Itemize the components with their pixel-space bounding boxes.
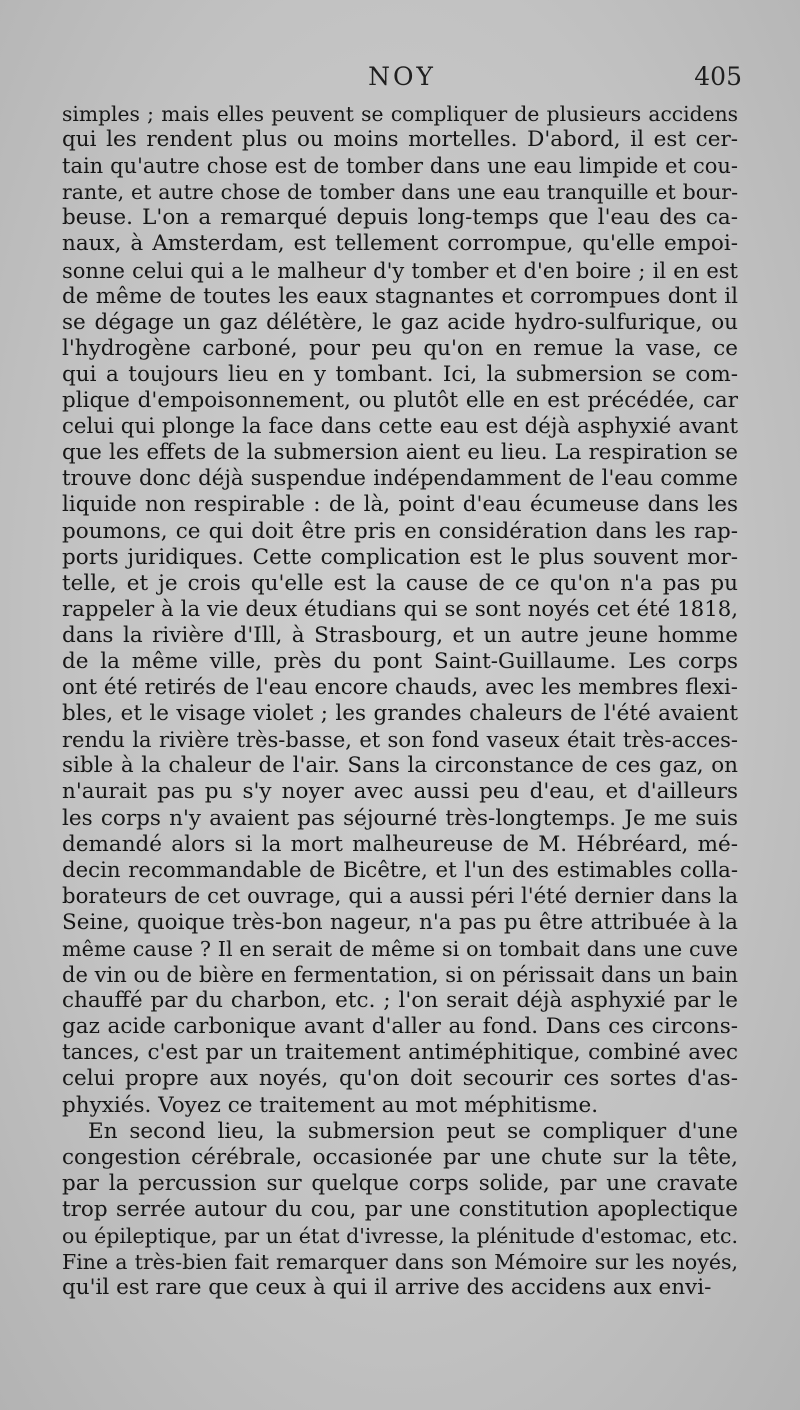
text-line: celui qui plonge la face dans cette eau est déjà asphyxié avant (62, 414, 738, 440)
text-line: plique d'empoisonnement, ou plutôt elle en est précédée, car (62, 388, 738, 414)
text-line: de vin ou de bière en fermentation, si on périssait dans un bain (62, 963, 738, 988)
text-line: même cause ? Il en serait de même si on tombait dans une cuve (62, 937, 738, 961)
text-line: telle, et je crois qu'elle est la cause de ce qu'on n'a pas pu (62, 570, 738, 596)
text-line: beuse. L'on a remarqué depuis long-temps que l'eau des ca- (62, 205, 738, 231)
body-text (62, 101, 738, 1301)
text-line: demandé alors si la mort malheureuse de M. Hébréard, mé- (62, 831, 738, 857)
text-line: n'aurait pas pu s'y noyer avec aussi peu d'eau, et d'ailleurs (62, 779, 738, 805)
text-line: gaz acide carbonique avant d'aller au fond. Dans ces circons- (62, 1014, 738, 1040)
text-line: dans la rivière d'Ill, à Strasbourg, et un autre jeune homme (62, 622, 738, 648)
text-line: tances, c'est par un traitement antiméphitique, combiné avec (62, 1040, 738, 1066)
text-line: trop serrée autour du cou, par une constitution apoplectique (62, 1196, 738, 1222)
text-line: celui propre aux noyés, qu'on doit secourir ces sortes d'as- (62, 1066, 738, 1092)
running-head-title: NOY (368, 62, 436, 91)
text-line: que les effets de la submersion aient eu lieu. La respiration se (62, 440, 738, 466)
text-line: decin recommandable de Bicêtre, et l'un des estimables colla- (62, 857, 738, 883)
text-line: Seine, quoique très-bon nageur, n'a pas pu être attribuée à la (62, 909, 738, 935)
running-head (62, 62, 742, 98)
text-line: sonne celui qui a le malheur d'y tomber et d'en boire ; il en est (62, 258, 738, 283)
text-line: qu'il est rare que ceux à qui il arrive des accidens aux envi- (62, 1275, 712, 1301)
text-line: rendu la rivière très-basse, et son fond vaseux était très-acces- (62, 728, 738, 753)
text-line: rante, et autre chose de tomber dans une eau tranquille et bour- (62, 180, 738, 205)
text-line: l'hydrogène carboné, pour peu qu'on en remue la vase, ce (62, 335, 738, 361)
text-line: poumons, ce qui doit être pris en considération dans les rap- (62, 518, 738, 544)
text-line: trouve donc déjà suspendue indépendamment de l'eau comme (62, 466, 738, 492)
text-line: ports juridiques. Cette complication est le plus souvent mor- (62, 544, 738, 570)
text-line: de la même ville, près du pont Saint-Guillaume. Les corps (62, 648, 738, 674)
text-line: En second lieu, la submersion peut se compliquer d'une (88, 1118, 738, 1144)
page-number: 405 (694, 62, 742, 91)
text-line: ou épileptique, par un état d'ivresse, la plénitude d'estomac, etc. (62, 1224, 738, 1249)
text-line: phyxiés. Voyez ce traitement au mot méphitisme. (62, 1092, 599, 1118)
text-line: chauffé par du charbon, etc. ; l'on serait déjà asphyxié par le (62, 988, 738, 1014)
text-line: par la percussion sur quelque corps solide, par une cravate (62, 1170, 738, 1196)
text-line: sible à la chaleur de l'air. Sans la circonstance de ces gaz, on (62, 753, 738, 779)
text-line: qui les rendent plus ou moins mortelles. D'abord, il est cer- (62, 127, 738, 153)
text-line: qui a toujours lieu en y tombant. Ici, la submersion se com- (62, 361, 738, 387)
text-line: de même de toutes les eaux stagnantes et corrompues dont il (62, 283, 738, 309)
text-line: se dégage un gaz délétère, le gaz acide hydro-sulfurique, ou (62, 309, 738, 335)
text-line: tain qu'autre chose est de tomber dans une eau limpide et cou- (62, 154, 738, 179)
text-line: les corps n'y avaient pas séjourné très-longtemps. Je me suis (62, 805, 738, 831)
text-line: borateurs de cet ouvrage, qui a aussi péri l'été dernier dans la (62, 883, 738, 909)
text-line: naux, à Amsterdam, est tellement corrompue, qu'elle empoi- (62, 231, 738, 257)
text-line: liquide non respirable : de là, point d'eau écumeuse dans les (62, 492, 738, 518)
text-line: Fine a très-bien fait remarquer dans son Mémoire sur les noyés, (62, 1250, 738, 1275)
text-line: simples ; mais elles peuvent se compliquer de plusieurs accidens (62, 102, 738, 126)
text-line: ont été retirés de l'eau encore chauds, avec les membres flexi- (62, 675, 738, 701)
text-line: congestion cérébrale, occasionée par une chute sur la tête, (62, 1144, 738, 1170)
text-line: bles, et le visage violet ; les grandes chaleurs de l'été avaient (62, 701, 738, 727)
text-line: rappeler à la vie deux étudians qui se sont noyés cet été 1818, (62, 596, 738, 622)
